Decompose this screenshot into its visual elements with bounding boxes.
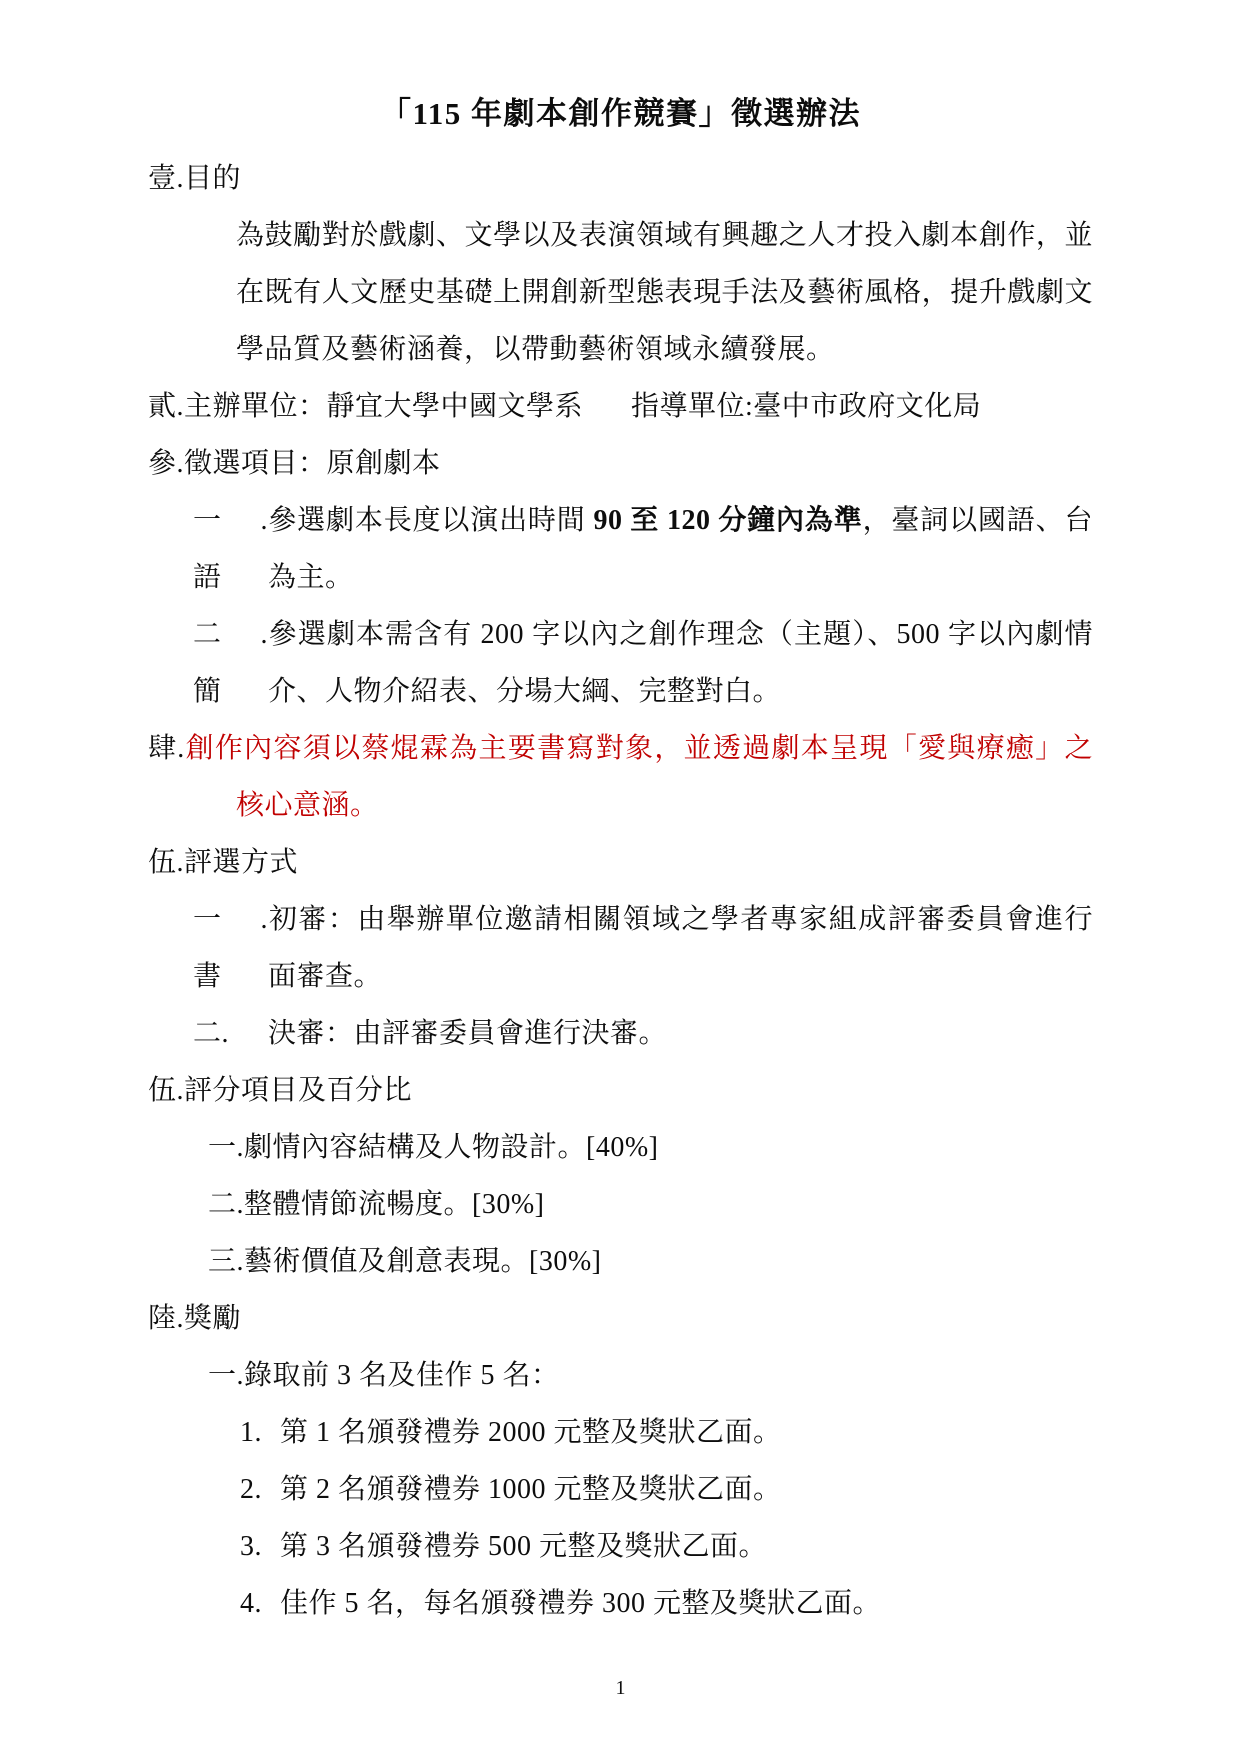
page-number: 1: [615, 1677, 626, 1699]
entry-rule-1-text-pre: 參選劇本長度以演出時間: [268, 505, 594, 536]
entry-rule-1-text-bold: 90 至 120 分鐘內為準: [593, 505, 863, 536]
award-item-1-number: 1.: [240, 1417, 262, 1448]
purpose-paragraph-line-1: 為鼓勵對於戲劇、文學以及表演領域有興趣之人才投入劇本創作，並: [236, 220, 1093, 251]
scoring-item-3: 三.藝術價值及創意表現。[30%]: [208, 1246, 602, 1277]
section-selection-heading: 伍.評選方式: [148, 847, 299, 878]
award-item-4-number: 4.: [240, 1588, 262, 1619]
award-item-1-text: 第 1 名頒發禮券 2000 元整及獎狀乙面。: [280, 1417, 782, 1448]
award-item-2-number: 2.: [240, 1474, 262, 1505]
purpose-paragraph-line-3: 學品質及藝術涵養，以帶動藝術領域永續發展。: [236, 334, 835, 365]
scoring-item-1: 一.劇情內容結構及人物設計。[40%]: [208, 1132, 659, 1163]
award-item-3: [148, 1518, 1093, 1575]
section-theme-line-2: 核心意涵。: [236, 790, 379, 821]
entry-rule-2-number: 二.: [193, 619, 268, 650]
awards-intro: 一.錄取前 3 名及佳作 5 名：: [208, 1360, 560, 1391]
document-title: 「115 年劇本創作競賽」徵選辦法: [379, 96, 862, 131]
award-item-2: [148, 1461, 1093, 1518]
award-item-4: [148, 1575, 1093, 1632]
entry-rule-2-line-2: 介、人物介紹表、分場大綱、完整對白。: [268, 676, 782, 707]
award-item-3-number: 3.: [240, 1531, 262, 1562]
award-item-3-text: 第 3 名頒發禮券 500 元整及獎狀乙面。: [280, 1531, 768, 1562]
award-item-1: [148, 1404, 1093, 1461]
section-theme-text-red: 創作內容須以蔡焜霖為主要書寫對象，並透過劇本呈現「愛與療癒」之: [184, 733, 1093, 764]
section-scoring-heading: 伍.評分項目及百分比: [148, 1075, 413, 1106]
section-theme-line-1: [148, 720, 1093, 777]
entry-rule-1-text-post: ，臺詞以國語、台語: [193, 505, 1093, 593]
selection-rule-1-line-2: 面審查。: [268, 961, 383, 992]
entry-rule-1-number: 一.: [193, 505, 268, 536]
section-category-heading: 參.徵選項目：原創劇本: [148, 448, 441, 479]
organizer-line: [148, 378, 1093, 435]
organizer-text: 貳.主辦單位：靜宜大學中國文學系: [148, 391, 584, 422]
scoring-item-2: 二.整體情節流暢度。[30%]: [208, 1189, 545, 1220]
advisor-text: 指導單位:臺中市政府文化局: [631, 391, 982, 422]
selection-rule-1-number: 一.: [193, 904, 268, 935]
selection-rule-2-number: 二.: [193, 1018, 230, 1049]
award-item-2-text: 第 2 名頒發禮券 1000 元整及獎狀乙面。: [280, 1474, 782, 1505]
selection-rule-1-text: 初審：由舉辦單位邀請相關領域之學者專家組成評審委員會進行書: [193, 904, 1093, 992]
selection-rule-2-text: 決審：由評審委員會進行決審。: [268, 1018, 668, 1049]
section-awards-heading: 陸.獎勵: [148, 1303, 242, 1334]
award-item-4-text: 佳作 5 名，每名頒發禮券 300 元整及獎狀乙面。: [280, 1588, 882, 1619]
section-purpose-heading: 壹.目的: [148, 163, 242, 194]
purpose-paragraph-line-2: 在既有人文歷史基礎上開創新型態表現手法及藝術風格，提升戲劇文: [236, 277, 1093, 308]
section-theme-number: 肆.: [148, 733, 185, 764]
entry-rule-1-line-2: 為主。: [268, 562, 354, 593]
entry-rule-2-text: 參選劇本需含有 200 字以內之創作理念（主題）、500 字以內劇情簡: [193, 619, 1093, 707]
selection-rule-2-line: [148, 1005, 1093, 1062]
